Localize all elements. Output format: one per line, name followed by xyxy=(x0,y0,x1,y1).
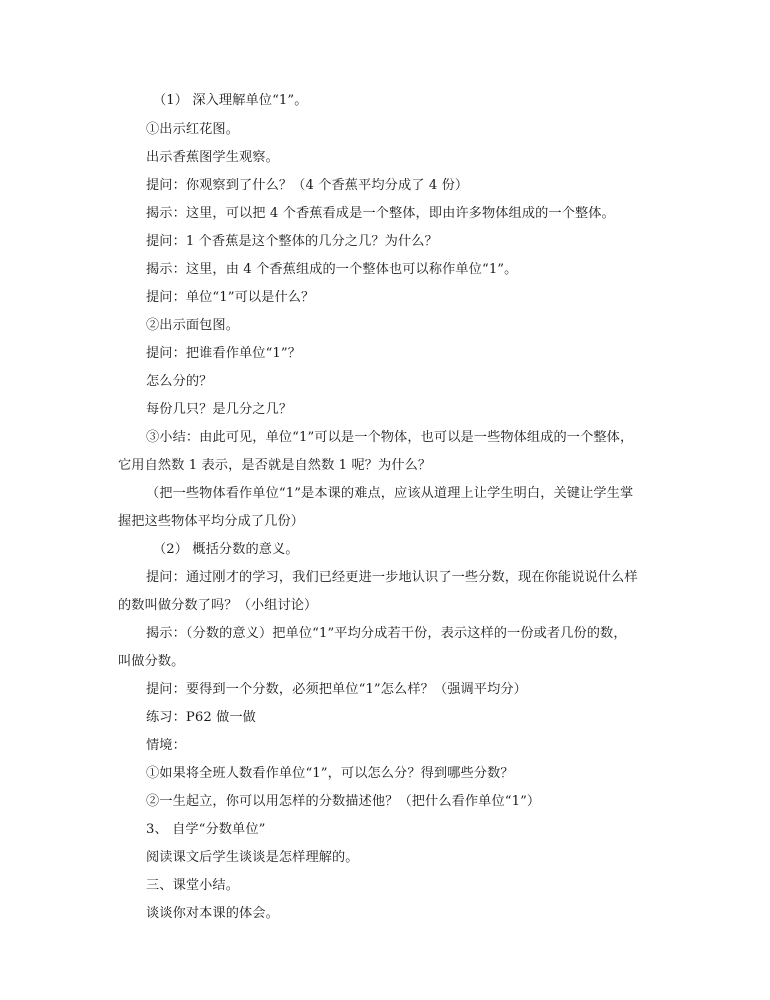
text-line: 怎么分的？ xyxy=(146,374,213,389)
text-line: 叫做分数。 xyxy=(118,654,185,669)
text-line: 它用自然数 1 表示，是否就是自然数 1 呢？为什么？ xyxy=(118,458,432,473)
text-line: 情境： xyxy=(146,738,186,753)
text-line: ①出示红花图。 xyxy=(146,122,240,137)
text-line: ②一生起立，你可以用怎样的分数描述他？（把什么看作单位“1”） xyxy=(146,794,541,809)
text-line: ①如果将全班人数看作单位“1”，可以怎么分？得到哪些分数？ xyxy=(146,766,514,781)
text-line: 练习：P62 做一做 xyxy=(146,710,256,725)
section-heading-2: （2） 概括分数的意义。 xyxy=(153,542,299,557)
text-line: ③小结：由此可见，单位“1”可以是一个物体，也可以是一些物体组成的一个整体， xyxy=(146,430,634,445)
text-line: （把一些物体看作单位“1”是本课的难点，应该从道理上让学生明白，关键让学生掌 xyxy=(146,486,634,501)
text-line: 提问：要得到一个分数，必须把单位“1”怎么样？（强调平均分） xyxy=(146,682,527,697)
text-line: 握把这些物体平均分成了几份） xyxy=(118,514,305,529)
text-line: 谈谈你对本课的体会。 xyxy=(146,906,279,921)
text-line: 揭示：这里，由 4 个香蕉组成的一个整体也可以称作单位“1”。 xyxy=(146,262,518,277)
section-heading-3: 3、 自学“分数单位” xyxy=(146,822,266,837)
text-line: 的数叫做分数了吗？（小组讨论） xyxy=(118,598,318,613)
text-line: 提问：把谁看作单位“1”？ xyxy=(146,346,302,361)
text-line: 提问：1 个香蕉是这个整体的几分之几？为什么？ xyxy=(146,234,438,249)
text-line: 揭示：这里，可以把 4 个香蕉看成是一个整体，即由许多物体组成的一个整体。 xyxy=(146,206,615,221)
text-line: 提问：通过刚才的学习，我们已经更进一步地认识了一些分数，现在你能说说什么样 xyxy=(146,570,638,585)
text-line: 提问：单位“1”可以是什么？ xyxy=(146,290,315,305)
text-line: 每份几只？是几分之几？ xyxy=(146,402,293,417)
text-line: ②出示面包图。 xyxy=(146,318,240,333)
text-line: 提问：你观察到了什么？（4 个香蕉平均分成了 4 份） xyxy=(146,178,469,193)
text-line: 阅读课文后学生谈谈是怎样理解的。 xyxy=(146,850,359,865)
text-line: 揭示：（分数的意义）把单位“1”平均分成若干份，表示这样的一份或者几份的数， xyxy=(146,626,627,641)
text-line: 出示香蕉图学生观察。 xyxy=(146,150,279,165)
section-heading-summary: 三、课堂小结。 xyxy=(146,878,240,893)
section-heading-1: （1） 深入理解单位“1”。 xyxy=(153,93,308,108)
